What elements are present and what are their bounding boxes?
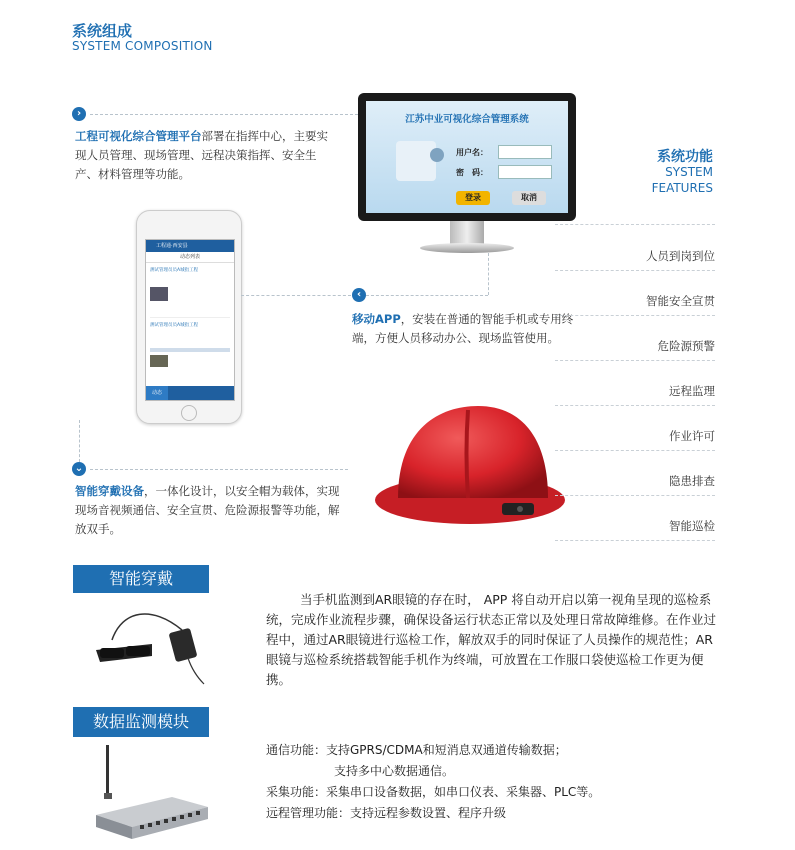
wearable-name: 智能穿戴设备 <box>75 484 144 498</box>
divider <box>555 495 715 496</box>
username-field[interactable] <box>498 145 552 159</box>
feature-item: 作业许可 <box>669 429 715 443</box>
thumbnail <box>150 287 168 301</box>
cancel-button[interactable]: 取消 <box>512 191 546 205</box>
phone-tab-2[interactable] <box>168 386 190 400</box>
password-label: 密 码： <box>456 168 488 177</box>
username-label: 用户名： <box>456 148 488 157</box>
connector-line <box>488 253 489 295</box>
divider <box>555 540 715 541</box>
phone-illustration <box>136 210 242 424</box>
app-name: 移动APP <box>352 312 401 326</box>
features-subtitle <box>652 164 713 196</box>
divider <box>555 270 715 271</box>
feature-item: 隐患排查 <box>669 474 715 488</box>
features-subtitle-line1: SYSTEM <box>665 165 713 179</box>
helmet-illustration <box>370 388 570 538</box>
feature-item: 远程监理 <box>669 384 715 398</box>
spec-line: 远程管理功能：支持远程参数设置、程序升级 <box>266 806 507 820</box>
phone-tab-4[interactable] <box>212 386 234 400</box>
phone-tab-3[interactable] <box>190 386 212 400</box>
feature-item: 智能安全宣贯 <box>646 294 715 308</box>
feature-item: 人员到岗到位 <box>646 249 715 263</box>
password-field[interactable] <box>498 165 552 179</box>
section-subtitle: SYSTEM COMPOSITION <box>72 39 213 53</box>
ar-glasses-illustration <box>92 600 214 690</box>
spec-line: 采集功能：采集串口设备数据，如串口仪表、采集器、PLC等。 <box>266 785 601 799</box>
connector-line <box>90 114 358 115</box>
connector-line <box>90 469 348 470</box>
divider <box>555 450 715 451</box>
progress-strip <box>150 348 230 352</box>
chevron-left-icon: ‹ <box>352 288 366 302</box>
phone-feed-item <box>150 267 230 318</box>
login-button[interactable]: 登录 <box>456 191 490 205</box>
platform-description <box>75 127 337 184</box>
wearable-description <box>75 482 347 539</box>
feature-item: 危险源预警 <box>657 339 715 353</box>
phone-feed-item <box>150 322 230 372</box>
feature-item: 智能巡检 <box>669 519 715 533</box>
connector-line <box>241 295 351 296</box>
chevron-right-icon: › <box>72 107 86 121</box>
platform-desc-text: 部署在指挥中心，主要实现人员管理、现场管理、远程决策指挥、安全生产、材料管理等功能。 <box>75 129 328 181</box>
feed-item-title: 测试管理员员A城指工程 <box>150 323 199 328</box>
data-module-specs <box>266 740 726 824</box>
building-graphic <box>396 141 436 181</box>
phone-tab: 动态列表 <box>146 252 234 263</box>
chevron-down-icon: ⌄ <box>72 462 86 476</box>
thumbnail <box>150 355 168 367</box>
wearable-banner: 智能穿戴 <box>73 565 209 593</box>
spec-line: 通信功能：支持GPRS/CDMA和短消息双通道传输数据； <box>266 743 567 757</box>
divider <box>555 405 715 406</box>
features-subtitle-line2: FEATURES <box>651 181 713 195</box>
section-title: 系统组成 <box>72 22 133 40</box>
divider <box>555 360 715 361</box>
features-title: 系统功能 <box>657 149 713 165</box>
home-button <box>181 405 197 421</box>
platform-name: 工程可视化综合管理平台 <box>75 129 202 143</box>
wearable-desc-text: ，一体化设计，以安全帽为载体，实现现场音视频通信、安全宣贯、危险源报警等功能，解放双手。 <box>75 484 340 536</box>
app-description <box>352 310 574 348</box>
login-screen <box>366 101 568 213</box>
phone-screen <box>145 239 235 401</box>
wearable-section-text: 当手机监测到AR眼镜的存在时， APP 将自动开启以第一视角呈现的巡检系统，完成作业流程步骤，确保设备运行状态正常以及处理日常故障维修。在作业过程中，通过AR眼镜进行巡检工作，解放双手的同时保证了人员操作的规范性；AR眼镜与巡检系统搭载智能手机作为终端，可放置在工作服口袋使巡检工作更为便携。 <box>266 592 717 687</box>
monitor-neck <box>450 221 484 245</box>
app-desc-text: ，安装在普通的智能手机或专用终端，方便人员移动办公、现场监管使用。 <box>352 312 574 345</box>
data-module-illustration <box>92 745 212 845</box>
spec-line: 支持多中心数据通信。 <box>334 764 455 778</box>
monitor-stand <box>420 243 514 253</box>
divider <box>555 224 715 225</box>
connector-line <box>79 420 80 462</box>
phone-title: 工程通·西安县 <box>146 240 234 252</box>
data-module-banner: 数据监测模块 <box>73 707 209 737</box>
divider <box>555 315 715 316</box>
monitor-illustration <box>358 93 576 258</box>
phone-tabbar <box>146 386 234 400</box>
user-icon <box>430 148 444 162</box>
connector-line <box>366 295 488 296</box>
phone-tab-dynamic[interactable]: 动态 <box>146 386 168 400</box>
feed-item-title: 测试管理员员A城指工程 <box>150 268 199 273</box>
screen-title: 江苏中业可视化综合管理系统 <box>405 114 529 125</box>
